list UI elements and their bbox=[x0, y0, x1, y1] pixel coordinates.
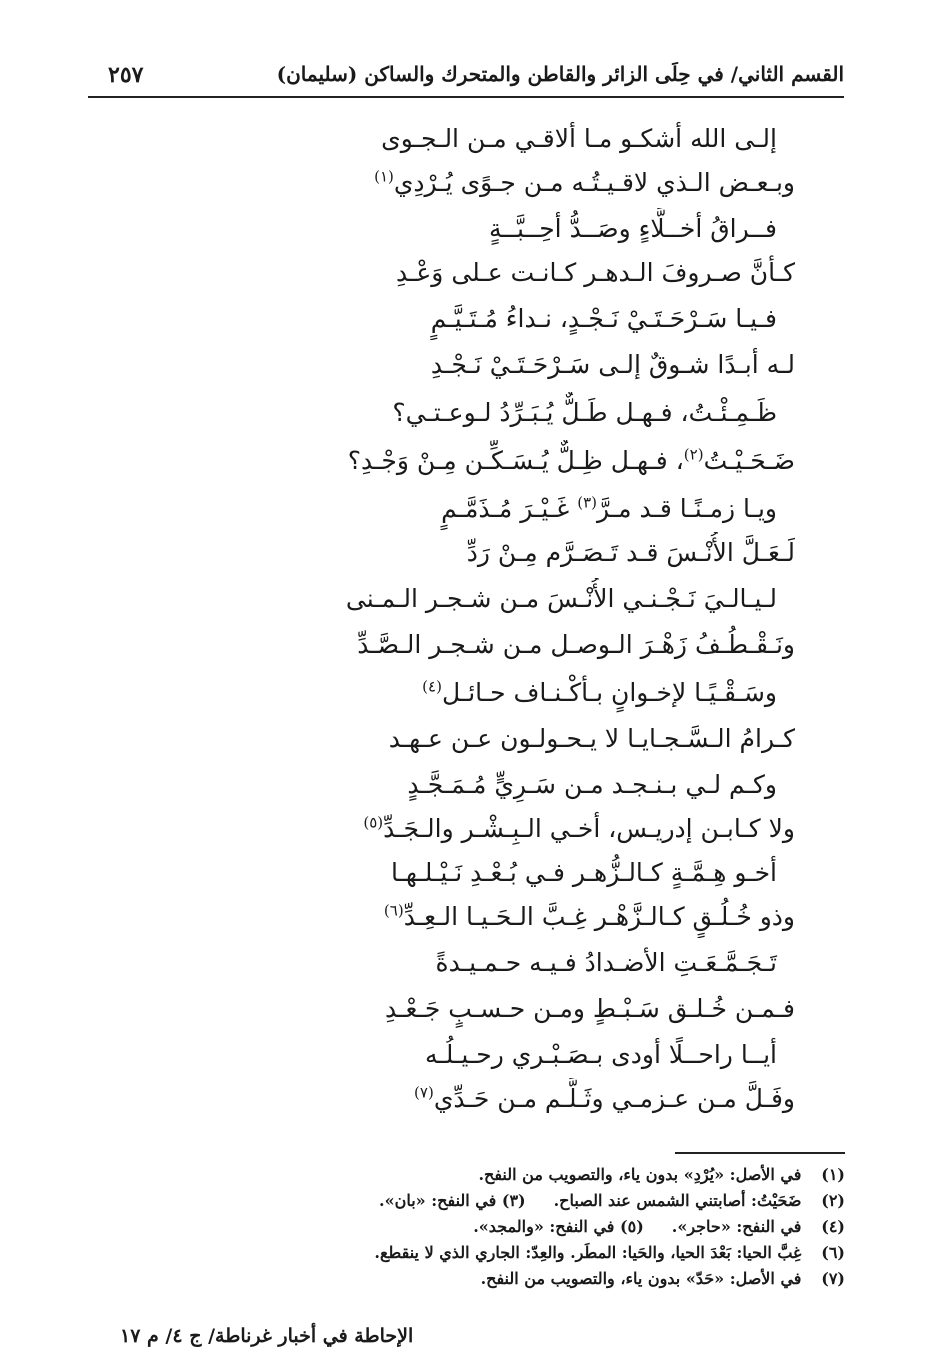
verse-line bbox=[145, 764, 795, 806]
verse-line bbox=[145, 162, 795, 204]
verse-line bbox=[145, 392, 795, 434]
verse-line bbox=[145, 532, 795, 574]
verse-text: فـمـن خُـلـق سَـبْـطٍ ومـن حـسـبٍ جَـعْـدِ bbox=[385, 994, 795, 1023]
footnote-text: غِبَّ الحيا: بَعْدَ الحيا، والحَيا: المطَر. والعِدّ: الجاري الذي لا ينقطع. bbox=[374, 1243, 802, 1262]
verse-line bbox=[145, 208, 795, 250]
verse-text: ونَـقْـطُـفُ زَهْـرَ الـوصـل مـن شـجـر الـصَّـدِّ bbox=[357, 630, 795, 659]
footnote-marker: (١) bbox=[374, 167, 394, 186]
verse-line bbox=[145, 1034, 795, 1076]
footnote-marker: (٧) bbox=[414, 1083, 434, 1102]
verse-text-rest: ، فـهـل ظِـلٌّ يُـسَـكِّـن مِـنْ وَجْـدِ؟ bbox=[347, 446, 684, 475]
verse-text-rest: غَـيْـرَ مُـذَمَّـمٍ bbox=[441, 494, 578, 523]
footnote-text: في النفح: «بان». bbox=[379, 1191, 497, 1210]
verse-text: كـأنَّ صـروفَ الـدهـر كـانـت عـلى وَعْـدِ bbox=[395, 258, 795, 287]
verse-text: وبـعـض الـذي لاقـيـتُـه مـن جـوًى يُـرْدِي bbox=[393, 168, 795, 197]
verse-line bbox=[145, 118, 795, 160]
footnote bbox=[200, 1214, 845, 1240]
footnote-text: في الأصل: «حَدّ» بدون ياء، والتصويب من النفح. bbox=[480, 1269, 802, 1288]
verse-line bbox=[145, 624, 795, 666]
verse-line bbox=[145, 896, 795, 938]
footnote-marker: (٣) bbox=[577, 493, 597, 512]
running-title: القسم الثاني/ في حِلَى الزائر والقاطن والمتحرك والساكن (سليمان) bbox=[276, 62, 844, 86]
verse-line bbox=[145, 672, 795, 714]
verse-line bbox=[145, 988, 795, 1030]
verse-text: تَـجَـمَّـعَـتِ الأضـدادُ فـيـه حـمـيـدةً bbox=[435, 948, 777, 977]
footnote bbox=[200, 1188, 845, 1214]
verse-text: وذو خُـلُـقٍ كـالـزَّهْـر غِـبَّ الـحَـيـا الـعِـدِّ bbox=[403, 902, 795, 931]
verse-text: فــراقُ أخــلَّاءٍ وصَــدُّ أحِــبَّــةٍ bbox=[488, 214, 777, 243]
footnote-text: ضَحَيْتُ: أصابتني الشمس عند الصباح. bbox=[553, 1191, 802, 1210]
footnote-number: (٦) bbox=[821, 1243, 845, 1262]
verse-line bbox=[145, 578, 795, 620]
footnote-number: (٤) bbox=[821, 1217, 845, 1236]
verse-text: ظَـمِـئْـتُ، فـهـل طَـلٌّ يُـبَـرِّدُ لـوعـتـي؟ bbox=[392, 398, 777, 427]
footnote-number: (٥) bbox=[620, 1217, 644, 1236]
verse-text: وفَـلَّ مـن عـزمـي وثَـلَّـم مـن حَـدِّي bbox=[433, 1084, 795, 1113]
verse-line bbox=[145, 298, 795, 340]
footnotes bbox=[200, 1162, 845, 1292]
footnote-number: (٢) bbox=[821, 1191, 845, 1210]
verse-text: فـيـا سَـرْحَـتَـيْ نَـجْـدٍ، نـداءُ مُـتَـيَّـمٍ bbox=[430, 304, 777, 333]
verse-text: وكـم لـي بـنـجـد مـن سَـرِيٍّ مُـمَـجَّـدٍ bbox=[407, 770, 777, 799]
footnote bbox=[200, 1266, 845, 1292]
footnote-text: في النفح: «والمجد». bbox=[473, 1217, 615, 1236]
footnote-number: (٣) bbox=[501, 1191, 526, 1210]
footnote-marker: (٢) bbox=[683, 445, 704, 464]
footnote-text: في النفح: «حاجر». bbox=[671, 1217, 802, 1236]
footnote-divider bbox=[675, 1152, 845, 1154]
verse-line bbox=[145, 344, 795, 386]
verse-line bbox=[145, 440, 795, 482]
footnote-text: في الأصل: «يُرْدِ» بدون ياء، والتصويب من النفح. bbox=[478, 1165, 802, 1184]
footnote-number: (١) bbox=[821, 1165, 845, 1184]
verse-line bbox=[145, 808, 795, 850]
verse-text: أيــا راحــلًا أودى بـصَـبْـري رحـيـلُـه bbox=[425, 1040, 777, 1069]
verse-text: إلـى الله أشكـو مـا ألاقـي مـن الـجـوى bbox=[381, 124, 777, 153]
footnote-marker: (٤) bbox=[422, 677, 442, 696]
verse-text: وسَـقْـيًـا لإخـوانٍ بـأكْـنـاف حـائـل bbox=[441, 678, 777, 707]
verse-text: لـيـالـيَ نَـجْـنـي الأُنْـسَ مـن شـجـر الـمـنى bbox=[345, 584, 777, 613]
footnote-marker: (٥) bbox=[363, 813, 384, 832]
verse-text: ويـا زمـنًـا قـد مـرَّ bbox=[597, 494, 777, 523]
verse-text: لَـعَـلَّ الأُنْـسَ قـد تَـصَـرَّم مِـنْ رَدِّ bbox=[466, 538, 795, 567]
verse-line bbox=[145, 942, 795, 984]
verse-line bbox=[145, 718, 795, 760]
page-footer: الإحاطة في أخبار غرناطة/ ج ٤/ م ١٧ bbox=[120, 1325, 414, 1347]
verse-text: كـرامُ الـسَّـجـايـا لا يـحـولـون عـن عـهـد bbox=[388, 724, 795, 753]
verse-line bbox=[145, 1078, 795, 1120]
page-number: ٢٥٧ bbox=[108, 62, 144, 88]
verse-text: لـه أبـدًا شـوقٌ إلـى سَـرْحَـتَـيْ نَـجْـدِ bbox=[430, 350, 795, 379]
verse-line bbox=[145, 252, 795, 294]
verse-line bbox=[145, 852, 795, 894]
footnote bbox=[200, 1162, 845, 1188]
footnote bbox=[200, 1240, 845, 1266]
verse-text: ضَـحَـيْـتُ bbox=[703, 446, 795, 475]
footnote-number: (٧) bbox=[821, 1269, 845, 1288]
footnote-marker: (٦) bbox=[383, 901, 404, 920]
verse-text: ولا كـابـن إدريـس، أخـي الـبِـشْـر والـجَـدِّ bbox=[383, 814, 795, 843]
verse-text: أخـو هِـمَّـةٍ كـالـزُّهـر فـي بُـعْـدِ نَـيْـلـهـا bbox=[390, 858, 777, 887]
verse-line bbox=[145, 488, 795, 530]
